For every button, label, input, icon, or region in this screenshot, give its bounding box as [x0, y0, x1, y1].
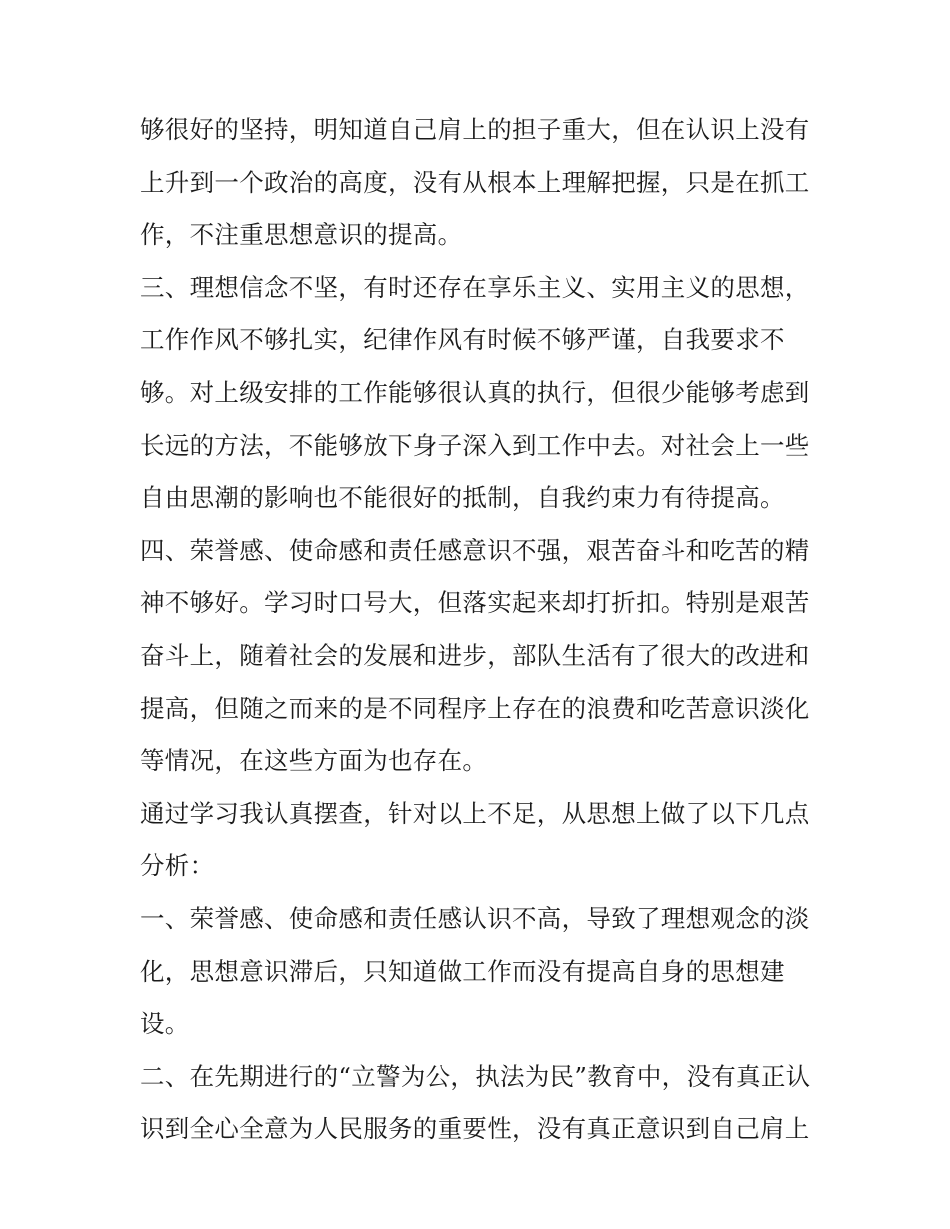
- text-line: 通过学习我认真摆查，针对以上不足，从思想上做了以下几点: [140, 798, 810, 828]
- text-line: 神不够好。学习时口号大，但落实起来却打折扣。特别是艰苦: [140, 588, 810, 618]
- text-line: 等情况，在这些方面为也存在。: [140, 746, 488, 776]
- document-body: [140, 104, 820, 1156]
- text-line: 二、在先期进行的“立警为公，执法为民”教育中，没有真正认: [140, 1061, 811, 1091]
- text-line: 长远的方法，不能够放下身子深入到工作中去。对社会上一些: [140, 430, 810, 460]
- text-line: 自由思潮的影响也不能很好的抵制，自我约束力有待提高。: [140, 483, 785, 513]
- text-line: 三、理想信念不坚，有时还存在享乐主义、实用主义的思想，: [140, 272, 810, 302]
- text-line: 够。对上级安排的工作能够很认真的执行，但很少能够考虑到: [140, 377, 810, 407]
- text-line: 够很好的坚持，明知道自己肩上的担子重大，但在认识上没有: [140, 115, 810, 144]
- text-line: 提高，但随之而来的是不同程序上存在的浪费和吃苦意识淡化: [140, 693, 810, 723]
- text-line: 上升到一个政治的高度，没有从根本上理解把握，只是在抓工: [140, 167, 810, 197]
- text-line: 作，不注重思想意识的提高。: [140, 220, 463, 250]
- text-line: 设。: [140, 1009, 190, 1039]
- text-line: 奋斗上，随着社会的发展和进步，部队生活有了很大的改进和: [140, 640, 810, 670]
- text-line: 工作作风不够扎实，纪律作风有时候不够严谨，自我要求不: [140, 325, 785, 355]
- text-line: 一、荣誉感、使命感和责任感认识不高，导致了理想观念的淡: [140, 903, 810, 933]
- text-line: 分析：: [140, 851, 215, 881]
- text-line: 化，思想意识滞后，只知道做工作而没有提高自身的思想建: [140, 956, 785, 986]
- text-line: 识到全心全意为人民服务的重要性，没有真正意识到自己肩上: [140, 1114, 810, 1144]
- text-line: 四、荣誉感、使命感和责任感意识不强，艰苦奋斗和吃苦的精: [140, 535, 810, 565]
